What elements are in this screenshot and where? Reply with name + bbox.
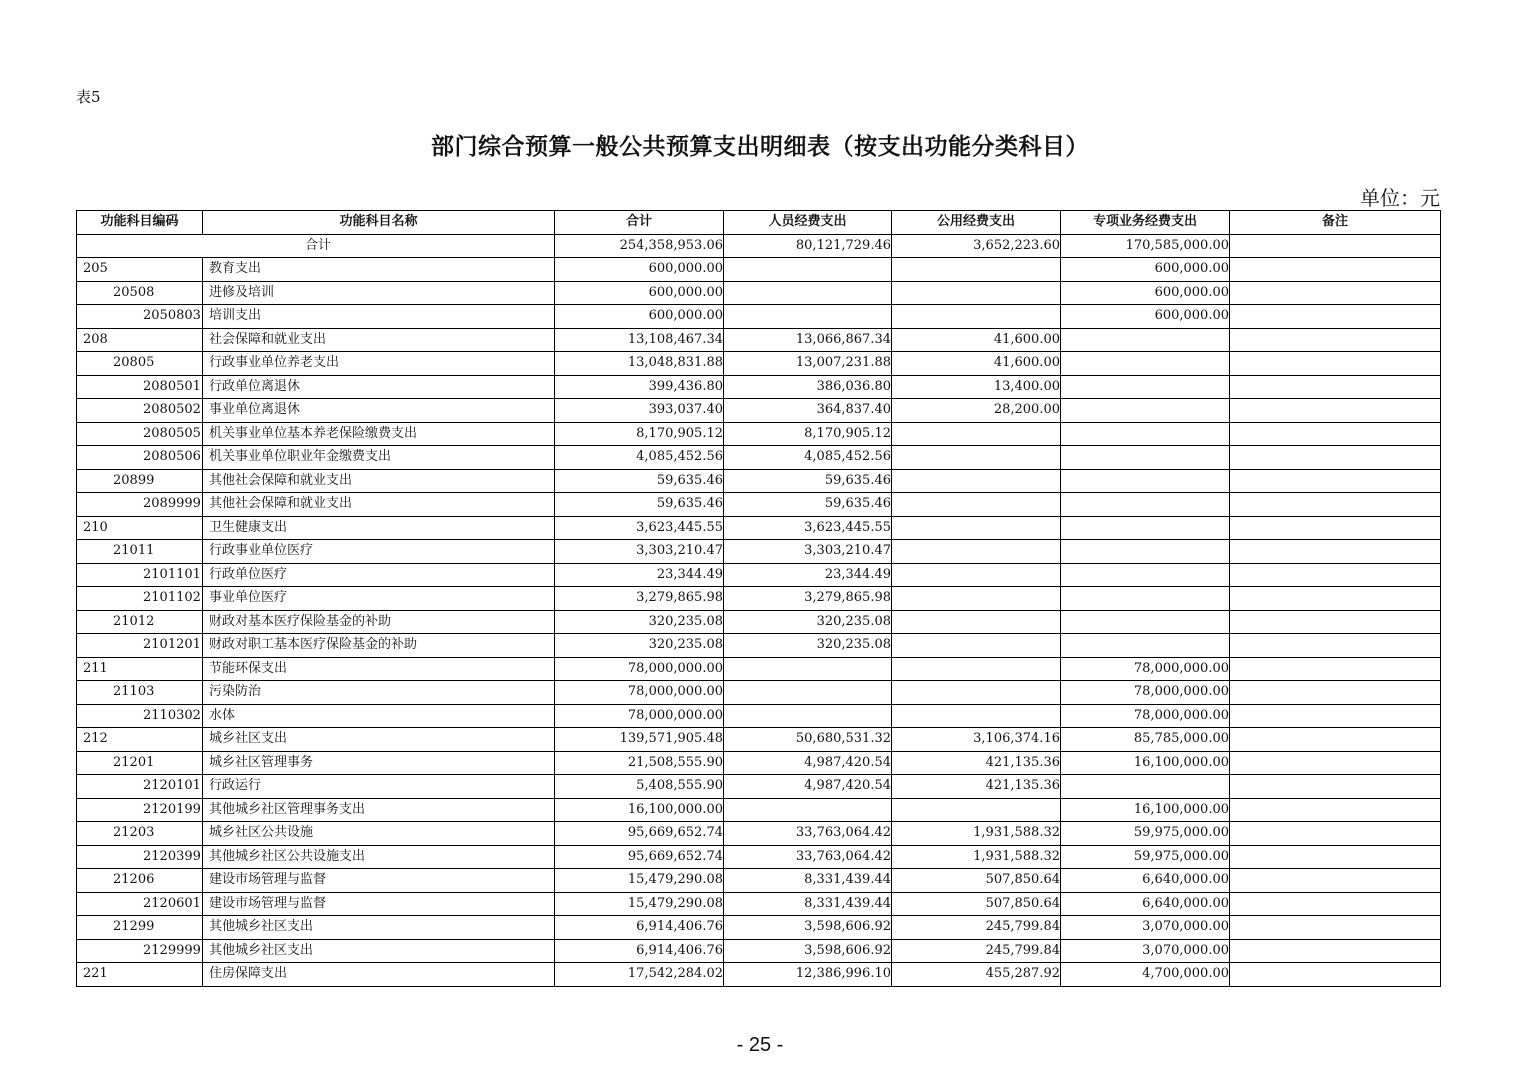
row-name: 行政单位离退休 <box>203 375 555 399</box>
row-special <box>1061 563 1230 587</box>
row-total: 6,914,406.76 <box>555 939 724 963</box>
row-special: 16,100,000.00 <box>1061 798 1230 822</box>
row-public <box>892 587 1061 611</box>
row-public <box>892 493 1061 517</box>
page-title: 部门综合预算一般公共预算支出明细表（按支出功能分类科目） <box>431 134 1089 160</box>
row-personnel <box>724 305 892 329</box>
row-name: 行政单位医疗 <box>203 563 555 587</box>
row-personnel: 320,235.08 <box>724 634 892 658</box>
header-notes: 备注 <box>1230 211 1441 235</box>
table-row <box>77 446 1441 470</box>
row-special <box>1061 446 1230 470</box>
table-row <box>77 493 1441 517</box>
row-name: 其他社会保障和就业支出 <box>203 493 555 517</box>
row-personnel: 320,235.08 <box>724 610 892 634</box>
table-row <box>77 352 1441 376</box>
row-public: 13,400.00 <box>892 375 1061 399</box>
row-public <box>892 516 1061 540</box>
row-name: 卫生健康支出 <box>203 516 555 540</box>
table-row <box>77 516 1441 540</box>
table-row <box>77 822 1441 846</box>
summary-special: 170,585,000.00 <box>1061 234 1230 258</box>
row-special <box>1061 469 1230 493</box>
row-notes <box>1230 399 1441 423</box>
row-special <box>1061 328 1230 352</box>
table-row <box>77 422 1441 446</box>
table-row <box>77 798 1441 822</box>
row-personnel: 3,598,606.92 <box>724 939 892 963</box>
row-special: 59,975,000.00 <box>1061 845 1230 869</box>
row-notes <box>1230 563 1441 587</box>
row-personnel: 3,279,865.98 <box>724 587 892 611</box>
row-notes <box>1230 775 1441 799</box>
row-special: 4,700,000.00 <box>1061 963 1230 987</box>
row-total: 15,479,290.08 <box>555 892 724 916</box>
table-row <box>77 258 1441 282</box>
row-special <box>1061 493 1230 517</box>
row-name: 行政运行 <box>203 775 555 799</box>
row-notes <box>1230 704 1441 728</box>
row-notes <box>1230 587 1441 611</box>
row-total: 320,235.08 <box>555 634 724 658</box>
row-notes <box>1230 634 1441 658</box>
row-public <box>892 563 1061 587</box>
row-code: 2080501 <box>77 375 203 399</box>
row-code: 21206 <box>77 869 203 893</box>
row-name: 水体 <box>203 704 555 728</box>
table-row <box>77 939 1441 963</box>
row-notes <box>1230 869 1441 893</box>
row-code: 20508 <box>77 281 203 305</box>
row-notes <box>1230 446 1441 470</box>
row-name: 其他城乡社区管理事务支出 <box>203 798 555 822</box>
table-row <box>77 845 1441 869</box>
row-special: 59,975,000.00 <box>1061 822 1230 846</box>
row-special <box>1061 587 1230 611</box>
row-notes <box>1230 258 1441 282</box>
row-personnel <box>724 704 892 728</box>
row-name: 其他城乡社区支出 <box>203 939 555 963</box>
row-total: 600,000.00 <box>555 281 724 305</box>
row-public <box>892 798 1061 822</box>
row-code: 2080502 <box>77 399 203 423</box>
row-special: 78,000,000.00 <box>1061 657 1230 681</box>
row-name: 机关事业单位基本养老保险缴费支出 <box>203 422 555 446</box>
row-personnel <box>724 258 892 282</box>
row-total: 13,048,831.88 <box>555 352 724 376</box>
row-total: 600,000.00 <box>555 305 724 329</box>
row-code: 2101201 <box>77 634 203 658</box>
row-personnel: 4,987,420.54 <box>724 775 892 799</box>
row-personnel: 59,635.46 <box>724 469 892 493</box>
row-name: 社会保障和就业支出 <box>203 328 555 352</box>
table-row <box>77 399 1441 423</box>
row-personnel: 13,007,231.88 <box>724 352 892 376</box>
row-special: 3,070,000.00 <box>1061 939 1230 963</box>
row-total: 23,344.49 <box>555 563 724 587</box>
row-total: 78,000,000.00 <box>555 657 724 681</box>
table-row <box>77 775 1441 799</box>
summary-notes <box>1230 234 1441 258</box>
row-name: 事业单位离退休 <box>203 399 555 423</box>
header-special: 专项业务经费支出 <box>1061 211 1230 235</box>
table-row <box>77 305 1441 329</box>
row-special: 6,640,000.00 <box>1061 892 1230 916</box>
row-public <box>892 305 1061 329</box>
summary-public: 3,652,223.60 <box>892 234 1061 258</box>
row-code: 2129999 <box>77 939 203 963</box>
summary-label: 合计 <box>77 234 555 258</box>
row-total: 399,436.80 <box>555 375 724 399</box>
row-total: 17,542,284.02 <box>555 963 724 987</box>
row-personnel: 8,331,439.44 <box>724 892 892 916</box>
table-row <box>77 869 1441 893</box>
row-special: 3,070,000.00 <box>1061 916 1230 940</box>
row-personnel: 12,386,996.10 <box>724 963 892 987</box>
table-row <box>77 610 1441 634</box>
summary-personnel: 80,121,729.46 <box>724 234 892 258</box>
row-notes <box>1230 352 1441 376</box>
row-code: 21201 <box>77 751 203 775</box>
row-total: 5,408,555.90 <box>555 775 724 799</box>
row-special <box>1061 516 1230 540</box>
row-public: 28,200.00 <box>892 399 1061 423</box>
row-notes <box>1230 892 1441 916</box>
row-special: 600,000.00 <box>1061 258 1230 282</box>
row-personnel: 3,598,606.92 <box>724 916 892 940</box>
row-personnel: 13,066,867.34 <box>724 328 892 352</box>
table-row <box>77 704 1441 728</box>
row-name: 节能环保支出 <box>203 657 555 681</box>
row-special: 78,000,000.00 <box>1061 704 1230 728</box>
row-personnel: 4,085,452.56 <box>724 446 892 470</box>
row-public: 245,799.84 <box>892 916 1061 940</box>
row-notes <box>1230 328 1441 352</box>
row-code: 21203 <box>77 822 203 846</box>
row-public: 41,600.00 <box>892 328 1061 352</box>
row-name: 建设市场管理与监督 <box>203 892 555 916</box>
row-name: 城乡社区管理事务 <box>203 751 555 775</box>
row-notes <box>1230 469 1441 493</box>
page-number: - 25 - <box>736 1034 784 1056</box>
row-notes <box>1230 681 1441 705</box>
row-personnel <box>724 657 892 681</box>
row-code: 2080506 <box>77 446 203 470</box>
table-body <box>77 234 1441 986</box>
row-public: 3,106,374.16 <box>892 728 1061 752</box>
row-name: 城乡社区支出 <box>203 728 555 752</box>
table-row <box>77 657 1441 681</box>
table-row <box>77 563 1441 587</box>
row-special: 85,785,000.00 <box>1061 728 1230 752</box>
row-total: 95,669,652.74 <box>555 845 724 869</box>
row-special: 16,100,000.00 <box>1061 751 1230 775</box>
row-code: 21299 <box>77 916 203 940</box>
row-public: 507,850.64 <box>892 892 1061 916</box>
row-special <box>1061 540 1230 564</box>
row-total: 320,235.08 <box>555 610 724 634</box>
row-personnel: 8,170,905.12 <box>724 422 892 446</box>
row-total: 4,085,452.56 <box>555 446 724 470</box>
row-notes <box>1230 375 1441 399</box>
row-notes <box>1230 281 1441 305</box>
row-code: 208 <box>77 328 203 352</box>
table-row <box>77 963 1441 987</box>
row-total: 3,303,210.47 <box>555 540 724 564</box>
row-total: 393,037.40 <box>555 399 724 423</box>
row-total: 95,669,652.74 <box>555 822 724 846</box>
row-total: 16,100,000.00 <box>555 798 724 822</box>
row-name: 行政事业单位医疗 <box>203 540 555 564</box>
table-row <box>77 681 1441 705</box>
row-total: 6,914,406.76 <box>555 916 724 940</box>
row-total: 3,623,445.55 <box>555 516 724 540</box>
row-total: 21,508,555.90 <box>555 751 724 775</box>
table-label: 表5 <box>76 88 101 106</box>
row-total: 13,108,467.34 <box>555 328 724 352</box>
row-public <box>892 657 1061 681</box>
row-personnel: 4,987,420.54 <box>724 751 892 775</box>
row-name: 其他城乡社区公共设施支出 <box>203 845 555 869</box>
row-personnel: 33,763,064.42 <box>724 822 892 846</box>
row-personnel: 59,635.46 <box>724 493 892 517</box>
table-row <box>77 281 1441 305</box>
row-code: 20899 <box>77 469 203 493</box>
row-code: 2050803 <box>77 305 203 329</box>
row-notes <box>1230 845 1441 869</box>
row-notes <box>1230 493 1441 517</box>
row-public: 1,931,588.32 <box>892 845 1061 869</box>
row-code: 2120199 <box>77 798 203 822</box>
row-code: 2101101 <box>77 563 203 587</box>
table-row <box>77 328 1441 352</box>
row-special: 600,000.00 <box>1061 281 1230 305</box>
row-special <box>1061 352 1230 376</box>
row-total: 59,635.46 <box>555 469 724 493</box>
row-code: 20805 <box>77 352 203 376</box>
row-total: 8,170,905.12 <box>555 422 724 446</box>
row-public: 245,799.84 <box>892 939 1061 963</box>
row-public <box>892 704 1061 728</box>
row-notes <box>1230 610 1441 634</box>
row-notes <box>1230 540 1441 564</box>
row-name: 行政事业单位养老支出 <box>203 352 555 376</box>
row-personnel: 33,763,064.42 <box>724 845 892 869</box>
row-code: 21011 <box>77 540 203 564</box>
header-total: 合计 <box>555 211 724 235</box>
summary-row <box>77 234 1441 258</box>
row-code: 210 <box>77 516 203 540</box>
row-public <box>892 422 1061 446</box>
row-public <box>892 258 1061 282</box>
row-special <box>1061 399 1230 423</box>
row-code: 221 <box>77 963 203 987</box>
row-name: 进修及培训 <box>203 281 555 305</box>
row-notes <box>1230 422 1441 446</box>
row-public <box>892 681 1061 705</box>
table-row <box>77 916 1441 940</box>
row-name: 其他社会保障和就业支出 <box>203 469 555 493</box>
row-public: 421,135.36 <box>892 751 1061 775</box>
row-notes <box>1230 657 1441 681</box>
header-public: 公用经费支出 <box>892 211 1061 235</box>
row-name: 培训支出 <box>203 305 555 329</box>
row-total: 78,000,000.00 <box>555 704 724 728</box>
row-notes <box>1230 963 1441 987</box>
row-name: 财政对基本医疗保险基金的补助 <box>203 610 555 634</box>
summary-total: 254,358,953.06 <box>555 234 724 258</box>
header-code: 功能科目编码 <box>77 211 203 235</box>
header-row <box>77 211 1441 235</box>
row-public <box>892 610 1061 634</box>
row-code: 2120101 <box>77 775 203 799</box>
row-code: 2089999 <box>77 493 203 517</box>
budget-table <box>76 210 1441 987</box>
row-personnel <box>724 281 892 305</box>
row-code: 2120601 <box>77 892 203 916</box>
row-public: 421,135.36 <box>892 775 1061 799</box>
row-code: 2120399 <box>77 845 203 869</box>
row-public: 41,600.00 <box>892 352 1061 376</box>
row-public: 455,287.92 <box>892 963 1061 987</box>
table-row <box>77 469 1441 493</box>
row-personnel <box>724 681 892 705</box>
row-total: 15,479,290.08 <box>555 869 724 893</box>
row-code: 2110302 <box>77 704 203 728</box>
row-public <box>892 469 1061 493</box>
table-row <box>77 634 1441 658</box>
row-personnel: 3,303,210.47 <box>724 540 892 564</box>
row-public: 1,931,588.32 <box>892 822 1061 846</box>
row-notes <box>1230 939 1441 963</box>
table-row <box>77 587 1441 611</box>
row-total: 78,000,000.00 <box>555 681 724 705</box>
table-row <box>77 728 1441 752</box>
row-name: 污染防治 <box>203 681 555 705</box>
row-personnel: 23,344.49 <box>724 563 892 587</box>
row-special: 600,000.00 <box>1061 305 1230 329</box>
row-total: 600,000.00 <box>555 258 724 282</box>
row-name: 城乡社区公共设施 <box>203 822 555 846</box>
row-notes <box>1230 516 1441 540</box>
row-code: 212 <box>77 728 203 752</box>
row-code: 2101102 <box>77 587 203 611</box>
table-row <box>77 751 1441 775</box>
table-row <box>77 540 1441 564</box>
row-personnel: 50,680,531.32 <box>724 728 892 752</box>
row-notes <box>1230 751 1441 775</box>
row-name: 住房保障支出 <box>203 963 555 987</box>
row-personnel: 386,036.80 <box>724 375 892 399</box>
row-notes <box>1230 798 1441 822</box>
row-notes <box>1230 916 1441 940</box>
row-name: 建设市场管理与监督 <box>203 869 555 893</box>
row-special: 6,640,000.00 <box>1061 869 1230 893</box>
row-code: 205 <box>77 258 203 282</box>
table-row <box>77 375 1441 399</box>
unit-label: 单位：元 <box>1360 186 1440 210</box>
row-name: 机关事业单位职业年金缴费支出 <box>203 446 555 470</box>
row-special <box>1061 375 1230 399</box>
row-personnel: 8,331,439.44 <box>724 869 892 893</box>
row-total: 3,279,865.98 <box>555 587 724 611</box>
header-name: 功能科目名称 <box>203 211 555 235</box>
row-special <box>1061 422 1230 446</box>
row-special <box>1061 775 1230 799</box>
row-notes <box>1230 305 1441 329</box>
header-personnel: 人员经费支出 <box>724 211 892 235</box>
row-total: 139,571,905.48 <box>555 728 724 752</box>
row-public <box>892 634 1061 658</box>
table-row <box>77 892 1441 916</box>
row-code: 21012 <box>77 610 203 634</box>
row-personnel <box>724 798 892 822</box>
row-code: 21103 <box>77 681 203 705</box>
row-public <box>892 446 1061 470</box>
row-special <box>1061 634 1230 658</box>
row-notes <box>1230 728 1441 752</box>
row-total: 59,635.46 <box>555 493 724 517</box>
row-notes <box>1230 822 1441 846</box>
row-personnel: 364,837.40 <box>724 399 892 423</box>
row-personnel: 3,623,445.55 <box>724 516 892 540</box>
row-special <box>1061 610 1230 634</box>
row-public <box>892 540 1061 564</box>
row-name: 财政对职工基本医疗保险基金的补助 <box>203 634 555 658</box>
row-code: 211 <box>77 657 203 681</box>
row-public: 507,850.64 <box>892 869 1061 893</box>
row-name: 事业单位医疗 <box>203 587 555 611</box>
row-code: 2080505 <box>77 422 203 446</box>
row-name: 教育支出 <box>203 258 555 282</box>
row-public <box>892 281 1061 305</box>
row-name: 其他城乡社区支出 <box>203 916 555 940</box>
row-special: 78,000,000.00 <box>1061 681 1230 705</box>
